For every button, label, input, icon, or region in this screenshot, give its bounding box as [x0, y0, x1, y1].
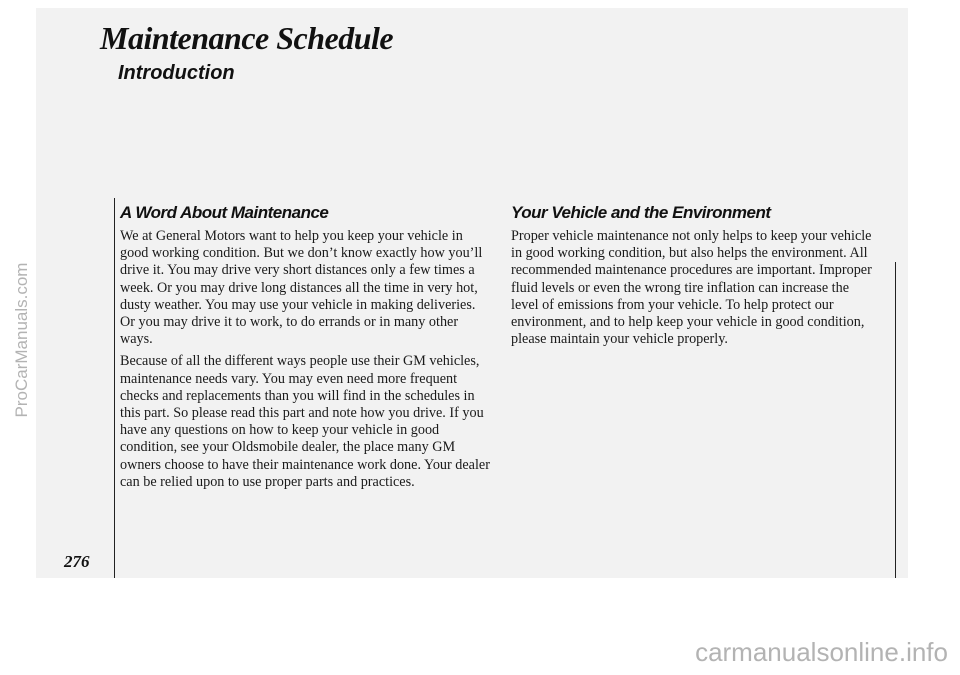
right-paragraph: Proper vehicle maintenance not only helps to keep your vehicle in good working condition, but also helps the environment. All recommended maintenance procedures are important. Improper fluid levels or even the wrong tire inflation can increase the level of emissions from your vehicle. To help protect our environment, and to help keep your vehicle in good condition, please maintain your vehicle properly.	[511, 228, 872, 348]
right-section-body	[511, 228, 877, 353]
left-margin-rule	[114, 198, 115, 578]
left-paragraph: We at General Motors want to help you keep your vehicle in good working condition. But we don’t know exactly how you’ll drive it. You may drive very short distances only a few times a week. Or you may drive long distances all the time in very hot, dusty weather. You may use your vehicle in making deliveries. Or you may drive it to work, to do errands or in many other ways.	[120, 228, 483, 348]
right-margin-rule	[895, 262, 896, 578]
left-section-body	[120, 228, 492, 496]
left-paragraph: Because of all the different ways people use their GM vehicles, maintenance needs vary. You may even need more frequent checks and replacements than you will find in the schedules in this part. So please read this part and note how you drive. If you have any questions on how to keep your vehicle in good condition, see your Oldsmobile dealer, the place many GM owners choose to have their maintenance work done. Your dealer can be relied upon to use proper parts and practices.	[120, 353, 490, 490]
page-number: 276	[64, 552, 90, 571]
bottom-watermark: carmanualsonline.info	[695, 637, 948, 667]
side-watermark: ProCarManuals.com	[12, 262, 31, 418]
left-section-heading: A Word About Maintenance	[120, 203, 329, 222]
page-title: Maintenance Schedule	[100, 20, 394, 56]
right-section-heading: Your Vehicle and the Environment	[511, 203, 771, 222]
page-subtitle: Introduction	[118, 62, 235, 84]
